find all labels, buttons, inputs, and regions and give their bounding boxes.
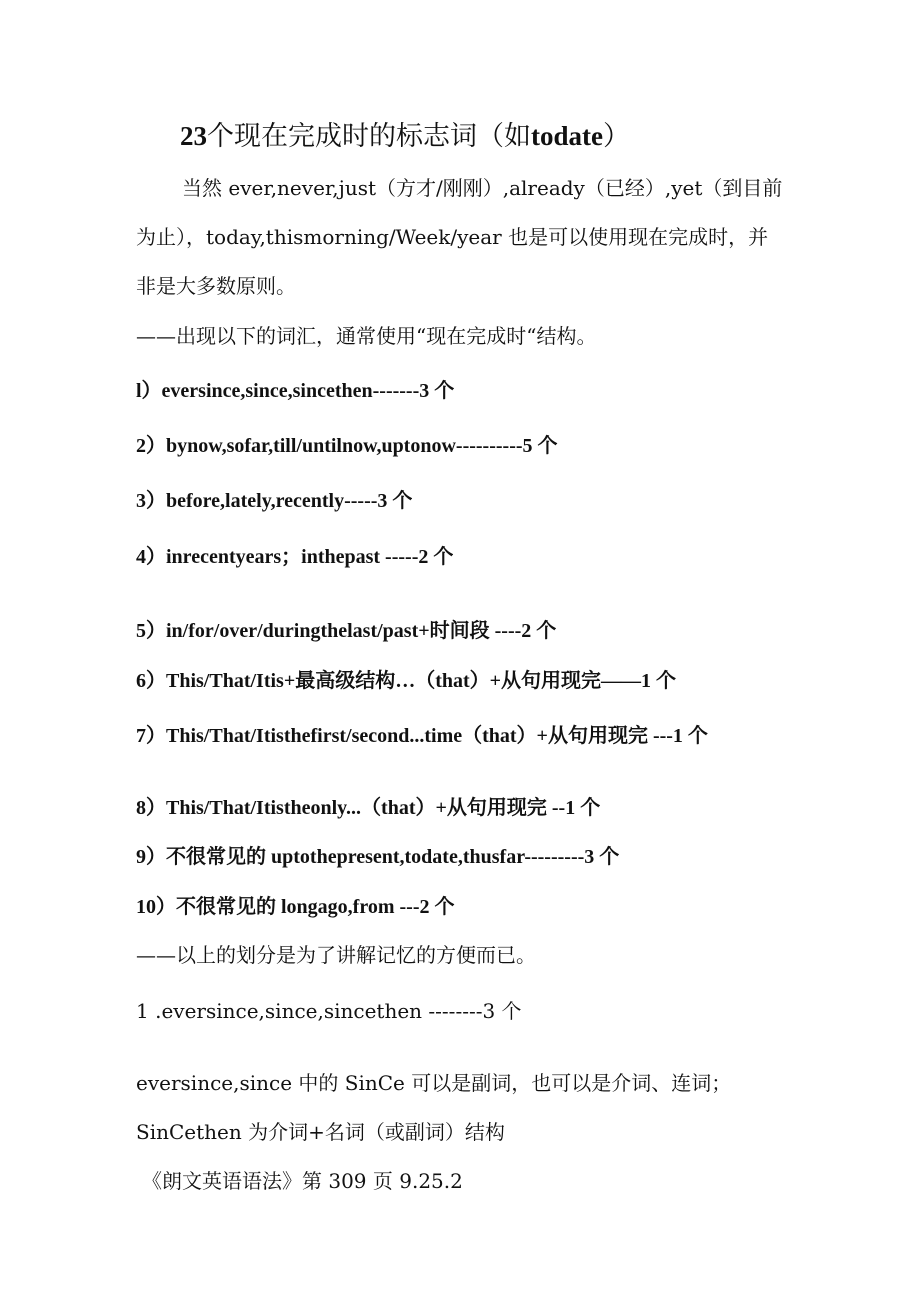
list-item-9: 9）不很常见的 uptothepresent,todate,thusfar---------3 个 <box>136 846 620 868</box>
list-item-6: 6）This/That/Itis+最高级结构…（that）+从句用现完——1 个 <box>136 670 677 692</box>
list-item-4: 4）inrecentyears；inthepast -----2 个 <box>136 546 454 568</box>
paragraph-line-1: eversince,since 中的 SinCe 可以是副词，也可以是介词、连词； <box>136 1071 732 1095</box>
note-line: ——以上的划分是为了讲解记忆的方便而已。 <box>136 943 536 967</box>
title-number: 23 <box>180 121 207 151</box>
list-item-1: l）eversince,since,sincethen-------3 个 <box>136 380 455 402</box>
title-word: todate <box>531 121 603 151</box>
list-item-10: 10）不很常见的 longago,from ---2 个 <box>136 896 455 918</box>
intro-line-3: 非是大多数原则。 <box>136 274 296 298</box>
page-title <box>180 118 630 155</box>
intro-line-1: 当然 ever,never,just（方才/刚刚）,already（已经）,yet（到目前 <box>182 176 783 200</box>
title-end: ） <box>602 121 630 152</box>
intro-line-2: 为止），today,thismorning/Week/year 也是可以使用现在完成时，并 <box>136 225 769 249</box>
lead-line: ——出现以下的词汇，通常使用“现在完成时“结构。 <box>136 324 597 348</box>
paragraph-line-2: SinCethen 为介词+名词（或副词）结构 <box>136 1120 505 1144</box>
list-item-5: 5）in/for/over/duringthelast/past+时间段 ----2 个 <box>136 620 557 642</box>
title-middle: 个现在完成时的标志词（如 <box>207 121 531 152</box>
list-item-2: 2）bynow,sofar,till/untilnow,uptonow----------5 个 <box>136 435 558 457</box>
section-heading-1: 1 .eversince,since,sincethen --------3 个 <box>136 999 522 1023</box>
reference-line: 《朗文英语语法》第 309 页 9.25.2 <box>142 1169 463 1193</box>
list-item-7: 7）This/That/Itisthefirst/second...time（that）+从句用现完 ---1 个 <box>136 725 708 747</box>
list-item-3: 3）before,lately,recently-----3 个 <box>136 490 413 512</box>
list-item-8: 8）This/That/Itistheonly...（that）+从句用现完 --1 个 <box>136 797 601 819</box>
